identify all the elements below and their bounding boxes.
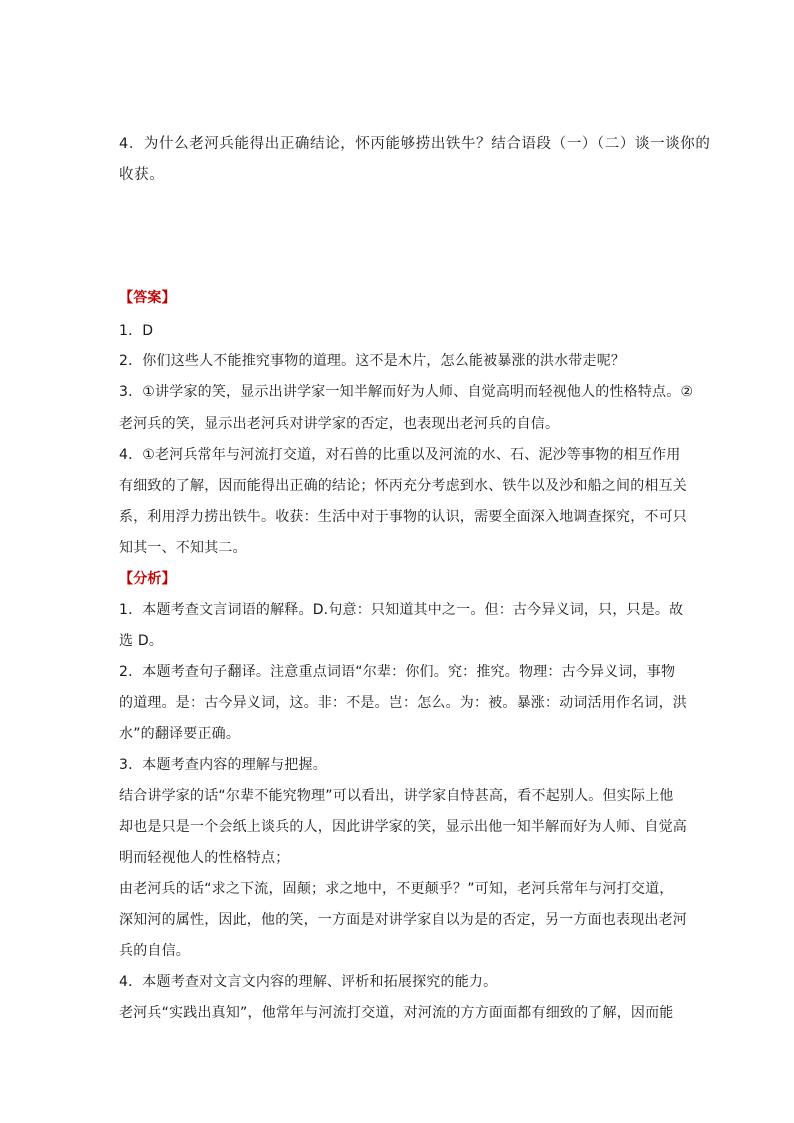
answer-line: 2．你们这些人不能推究事物的道理。这不是木片，怎么能被暴涨的洪水带走呢？ <box>119 353 626 369</box>
analysis-line: 老河兵“实践出真知”，他常年与河流打交道，对河流的方方面面都有细致的了解，因而能 <box>119 1005 674 1021</box>
answer-line: 1．D <box>119 323 154 339</box>
answer-line: 系，利用浮力捞出铁牛。收获：生活中对于事物的认识，需要全面深入地调查探究，不可只 <box>119 509 687 525</box>
analysis-line: 由老河兵的话“求之下流，固颠；求之地中，不更颠乎？”可知，老河兵常年与河打交道， <box>119 881 674 897</box>
analysis-line: 的道理。是：古今异义词，这。非：不是。岂：怎么。为：被。暴涨：动词活用作名词，洪 <box>119 695 687 711</box>
answer-line: 4．①老河兵常年与河流打交道，对石兽的比重以及河流的水、石、泥沙等事物的相互作用 <box>119 447 681 463</box>
analysis-line: 3．本题考查内容的理解与把握。 <box>119 757 327 773</box>
analysis-line: 1．本题考查文言词语的解释。D.句意：只知道其中之一。但：古今异义词，只，只是。故 <box>119 602 684 618</box>
analysis-line: 兵的自信。 <box>119 943 190 959</box>
question-line: 4．为什么老河兵能得出正确结论，怀丙能够捞出铁牛？结合语段（一）（二）谈一谈你的 <box>119 136 711 152</box>
analysis-line: 2．本题考查句子翻译。注意重点词语“尔辈：你们。究：推究。物理：古今异义词，事物 <box>119 664 676 680</box>
analysis-line: 明而轻视他人的性格特点； <box>119 850 290 866</box>
answer-line: 老河兵的笑，显示出老河兵对讲学家的否定，也表现出老河兵的自信。 <box>119 416 560 432</box>
answer-header: 【答案】 <box>119 290 176 306</box>
answer-line: 知其一、不知其二。 <box>119 540 247 556</box>
answer-line: 3．①讲学家的笑，显示出讲学家一知半解而好为人师、自觉高明而轻视他人的性格特点。② <box>119 384 694 400</box>
analysis-line: 选 D。 <box>119 633 164 649</box>
analysis-header: 【分析】 <box>119 571 176 587</box>
analysis-line: 深知河的属性，因此，他的笑，一方面是对讲学家自以为是的否定，另一方面也表现出老河 <box>119 912 687 928</box>
analysis-line: 4．本题考查对文言文内容的理解、评析和拓展探究的能力。 <box>119 974 498 990</box>
analysis-line: 结合讲学家的话“尔辈不能究物理”可以看出，讲学家自恃甚高，看不起别人。但实际上他 <box>119 788 674 804</box>
question-line: 收获。 <box>119 167 165 183</box>
analysis-line: 水”的翻译要正确。 <box>119 726 241 742</box>
answer-line: 有细致的了解，因而能得出正确的结论；怀丙充分考虑到水、铁牛以及沙和船之间的相互关 <box>119 478 687 494</box>
analysis-line: 却也是只是一个会纸上谈兵的人，因此讲学家的笑，显示出他一知半解而好为人师、自觉高 <box>119 819 687 835</box>
